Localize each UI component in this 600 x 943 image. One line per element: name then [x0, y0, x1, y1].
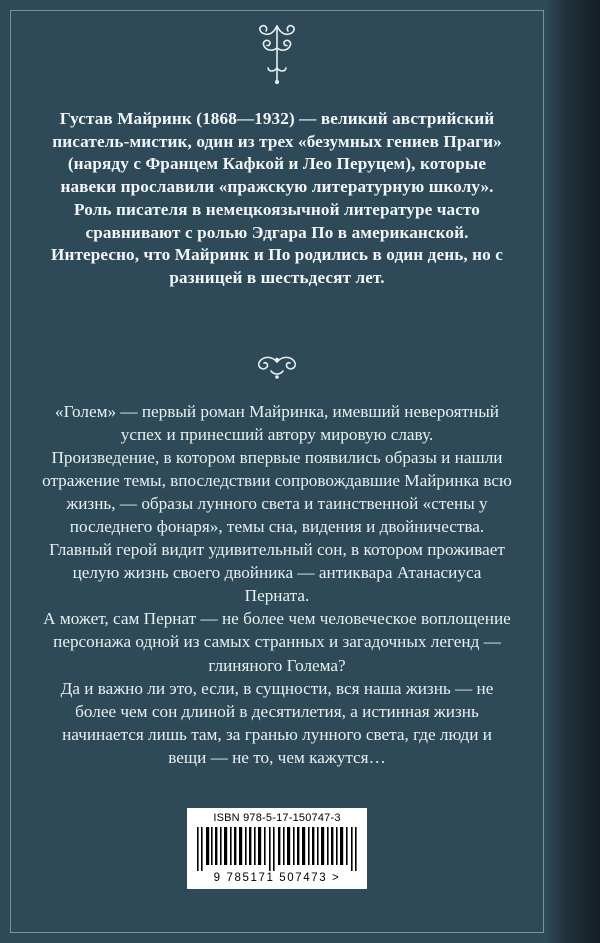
book-spine: [564, 0, 600, 943]
flourish-ornament-top: [0, 22, 554, 91]
flourish-ornament-middle: [0, 352, 554, 389]
description-paragraph: Главный герой видит удивительный сон, в котором проживает целую жизнь своего двойника — антиквара Атанасиуса Перната.: [49, 540, 505, 606]
description-paragraph: «Голем» — первый роман Майринка, имевший невероятный успех и принесший автору мировую славу.: [54, 402, 499, 445]
spine-shadow: [546, 0, 564, 943]
isbn-label: ISBN 978-5-17-150747-3: [213, 812, 341, 824]
barcode-digits: 9 785171 507473 >: [213, 872, 341, 884]
isbn-barcode-block: [187, 808, 367, 889]
description-paragraph: Да и важно ли это, если, в сущности, вся наша жизнь — не более чем сон длиной в десятилетия, а истинная жизнь начинается лишь там, за гранью лунного света, где люди и вещи — не то, чем кажутся…: [60, 678, 494, 767]
barcode-icon: [193, 827, 361, 871]
book-description: [42, 400, 512, 769]
description-paragraph: А может, сам Пернат — не более чем человеческое воплощение персонажа одной из самых странных и загадочных легенд — глиняного Голема?: [43, 609, 511, 675]
description-paragraph: Произведение, в котором впервые появились образы и нашли отражение темы, впоследствии сопровождавшие Майринка всю жизнь, — образы лунного света и таинственной «стены у последнего фонаря», темы сна, видения и двойничества.: [42, 448, 512, 537]
author-blurb: Густав Майринк (1868—1932) — великий австрийский писатель-мистик, один из трех «безумных гениев Праги» (наряду с Францем Кафкой и Лео Перуцем), которые навеки прославили «пражскую литературную школу». Роль писателя в немецкоязычной литературе часто сравнивают с ролью Эдгара По в американской. Интересно, что Майринк и По родились в один день, но с разницей в шестьдесят лет.: [50, 109, 504, 287]
